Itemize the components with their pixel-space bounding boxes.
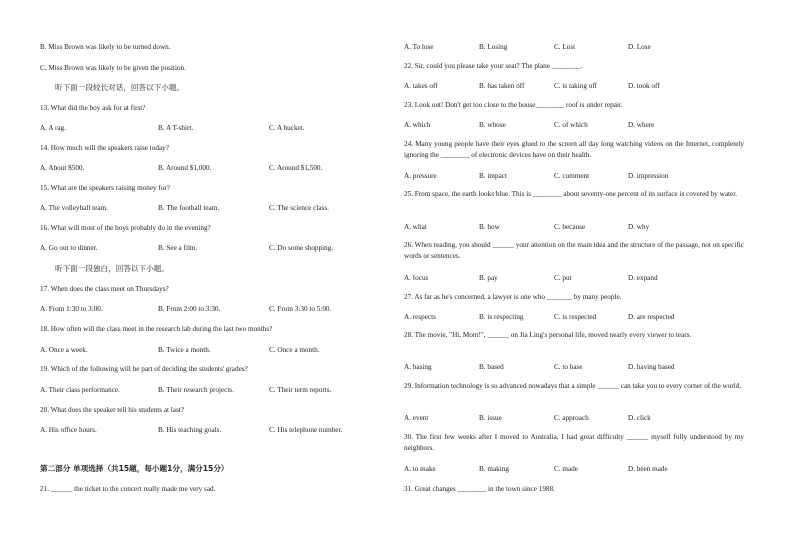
question-18-option-c: C. Once a month. xyxy=(269,346,320,354)
question-30-option-d: D. been made xyxy=(628,465,668,473)
question-17-option-c: C. From 3:30 to 5:00. xyxy=(269,305,332,313)
question-23-option-c: C. of which xyxy=(554,121,588,129)
question-28-option-b: B. based xyxy=(479,363,504,371)
question-29: 29. Information technology is so advanced nowadays that a simple ______ can take you to every corner of the world. xyxy=(404,382,742,390)
question-22-option-c: C. is taking off xyxy=(554,82,597,90)
question-16-option-b: B. See a film. xyxy=(158,244,198,252)
question-30-option-a: A. to make xyxy=(404,465,436,473)
question-22-option-b: B. has taken off xyxy=(479,82,525,90)
question-17: 17. When does the class meet on Thursdays? xyxy=(40,285,169,293)
question-21-option-b: B. Losing xyxy=(479,43,508,51)
question-20-option-b: B. His teaching goals. xyxy=(158,426,222,434)
question-30-option-c: C. made xyxy=(554,465,578,473)
question-25: 25. From space, the earth looks blue. This is ________ about seventy-one percent of its surface is covered by water. xyxy=(404,190,738,198)
question-21-option-d: D. Lose xyxy=(628,43,651,51)
question-13-option-c: C. A bucket. xyxy=(269,124,305,132)
question-30: 30. The first few weeks after I moved to Australia, I had great difficulty ______ myself fully understood by my neighbors. xyxy=(404,433,744,452)
question-14-option-b: B. Around $1,000. xyxy=(158,164,212,172)
question-27-option-d: D. are respected xyxy=(628,313,675,321)
question-14-option-a: A. About $500. xyxy=(40,164,85,172)
question-25-option-d: D. why xyxy=(628,223,650,231)
section-instruction-dialogue: 听下面一段较长对话，回答以下小题。 xyxy=(55,83,185,92)
question-29-option-b: B. issue xyxy=(479,414,502,422)
question-17-option-b: B. From 2:00 to 3:30. xyxy=(158,305,221,313)
question-16-option-a: A. Go out to dinner. xyxy=(40,244,98,252)
question-25-option-c: C. because xyxy=(554,223,586,231)
question-19-option-b: B. Their research projects. xyxy=(158,386,234,394)
question-25-option-a: A. what xyxy=(404,223,427,231)
question-12-option-c: C. Miss Brown was likely to be given the position. xyxy=(40,64,186,72)
question-22-option-d: D. took off xyxy=(628,82,660,90)
question-15: 15. What are the speakers raising money for? xyxy=(40,184,170,192)
question-20-option-c: C. His telephone number. xyxy=(269,426,343,434)
question-26-option-d: D. expand xyxy=(628,274,658,282)
question-15-option-b: B. The football team. xyxy=(158,204,220,212)
question-22: 22. Sir, could you please take your seat? The plane ________. xyxy=(404,62,583,70)
question-21-option-a: A. To lose xyxy=(404,43,434,51)
question-23: 23. Look out! Don't get too close to the house________ roof is under repair. xyxy=(404,101,623,109)
question-17-option-a: A. From 1:30 to 3:00. xyxy=(40,305,103,313)
question-15-option-c: C. The science class. xyxy=(269,204,329,212)
section-instruction-monologue: 听下面一段独白，回答以下小题。 xyxy=(55,264,169,273)
question-27-option-b: B. is respecting xyxy=(479,313,524,321)
question-12-option-b: B. Miss Brown was likely to be turned down. xyxy=(40,43,171,51)
question-24-option-a: A. pressure xyxy=(404,172,437,180)
question-26: 26. When reading, you should ______ your attention on the main idea and the structure of the passage, not on specific words or sentences. xyxy=(404,241,744,260)
question-23-option-b: B. whose xyxy=(479,121,506,129)
question-13: 13. What did the boy ask for at first? xyxy=(40,104,146,112)
question-18-option-a: A. Once a week. xyxy=(40,346,88,354)
section-heading-part2: 第二部分 单项选择（共15题，每小题1分，满分15分） xyxy=(40,464,229,473)
question-22-option-a: A. takes off xyxy=(404,82,438,90)
question-23-option-a: A. which xyxy=(404,121,431,129)
question-14-option-c: C. Around $1,500. xyxy=(269,164,323,172)
question-19: 19. Which of the following will be part of deciding the students' grades? xyxy=(40,365,248,373)
question-19-option-a: A. Their class performance. xyxy=(40,386,120,394)
question-29-option-d: D. click xyxy=(628,414,651,422)
question-28-option-a: A. basing xyxy=(404,363,432,371)
question-16: 16. What will most of the boys probably do in the evening? xyxy=(40,224,211,232)
question-24: 24. Many young people have their eyes glued to the screen all day long watching videos on the Internet, completely ignoring the ________ of electronic devices have on their health. xyxy=(404,140,744,159)
question-25-option-b: B. how xyxy=(479,223,500,231)
question-14: 14. How much will the speakers raise today? xyxy=(40,144,169,152)
question-21: 21. ______ the ticket to the concert really made me very sad. xyxy=(40,485,216,493)
question-29-option-a: A. event xyxy=(404,414,429,422)
question-28-option-c: C. to base xyxy=(554,363,583,371)
question-26-option-b: B. pay xyxy=(479,274,498,282)
question-27-option-c: C. is respected xyxy=(554,313,597,321)
question-24-option-c: C. comment xyxy=(554,172,590,180)
question-27: 27. As far as he's concerned, a lawyer is one who _______ by many people. xyxy=(404,293,622,301)
question-19-option-c: C. Their term reports. xyxy=(269,386,332,394)
question-24-option-b: B. impact xyxy=(479,172,507,180)
question-16-option-c: C. Do some shopping. xyxy=(269,244,334,252)
question-24-option-d: D. impression xyxy=(628,172,669,180)
question-21-option-c: C. Lost xyxy=(554,43,576,51)
question-23-option-d: D. where xyxy=(628,121,655,129)
question-13-option-b: B. A T-shirt. xyxy=(158,124,194,132)
question-28-option-d: D. having based xyxy=(628,363,675,371)
question-18-option-b: B. Twice a month. xyxy=(158,346,211,354)
question-15-option-a: A. The volleyball team. xyxy=(40,204,108,212)
question-28: 28. The movie, "Hi, Mom!", ______ on Jia Ling's personal life, moved nearly every viewer to tears. xyxy=(404,331,692,339)
question-31: 31. Great changes ________ in the town since 1988. xyxy=(404,485,555,493)
question-30-option-b: B. making xyxy=(479,465,509,473)
question-18: 18. How often will the class meet in the research lab during the last two months? xyxy=(40,325,273,333)
question-29-option-c: C. approach xyxy=(554,414,589,422)
question-26-option-a: A. focus xyxy=(404,274,429,282)
question-26-option-c: C. put xyxy=(554,274,572,282)
question-13-option-a: A. A rag. xyxy=(40,124,66,132)
question-27-option-a: A. respects xyxy=(404,313,436,321)
question-20: 20. What does the speaker tell his students at last? xyxy=(40,406,184,414)
question-20-option-a: A. His office hours. xyxy=(40,426,97,434)
